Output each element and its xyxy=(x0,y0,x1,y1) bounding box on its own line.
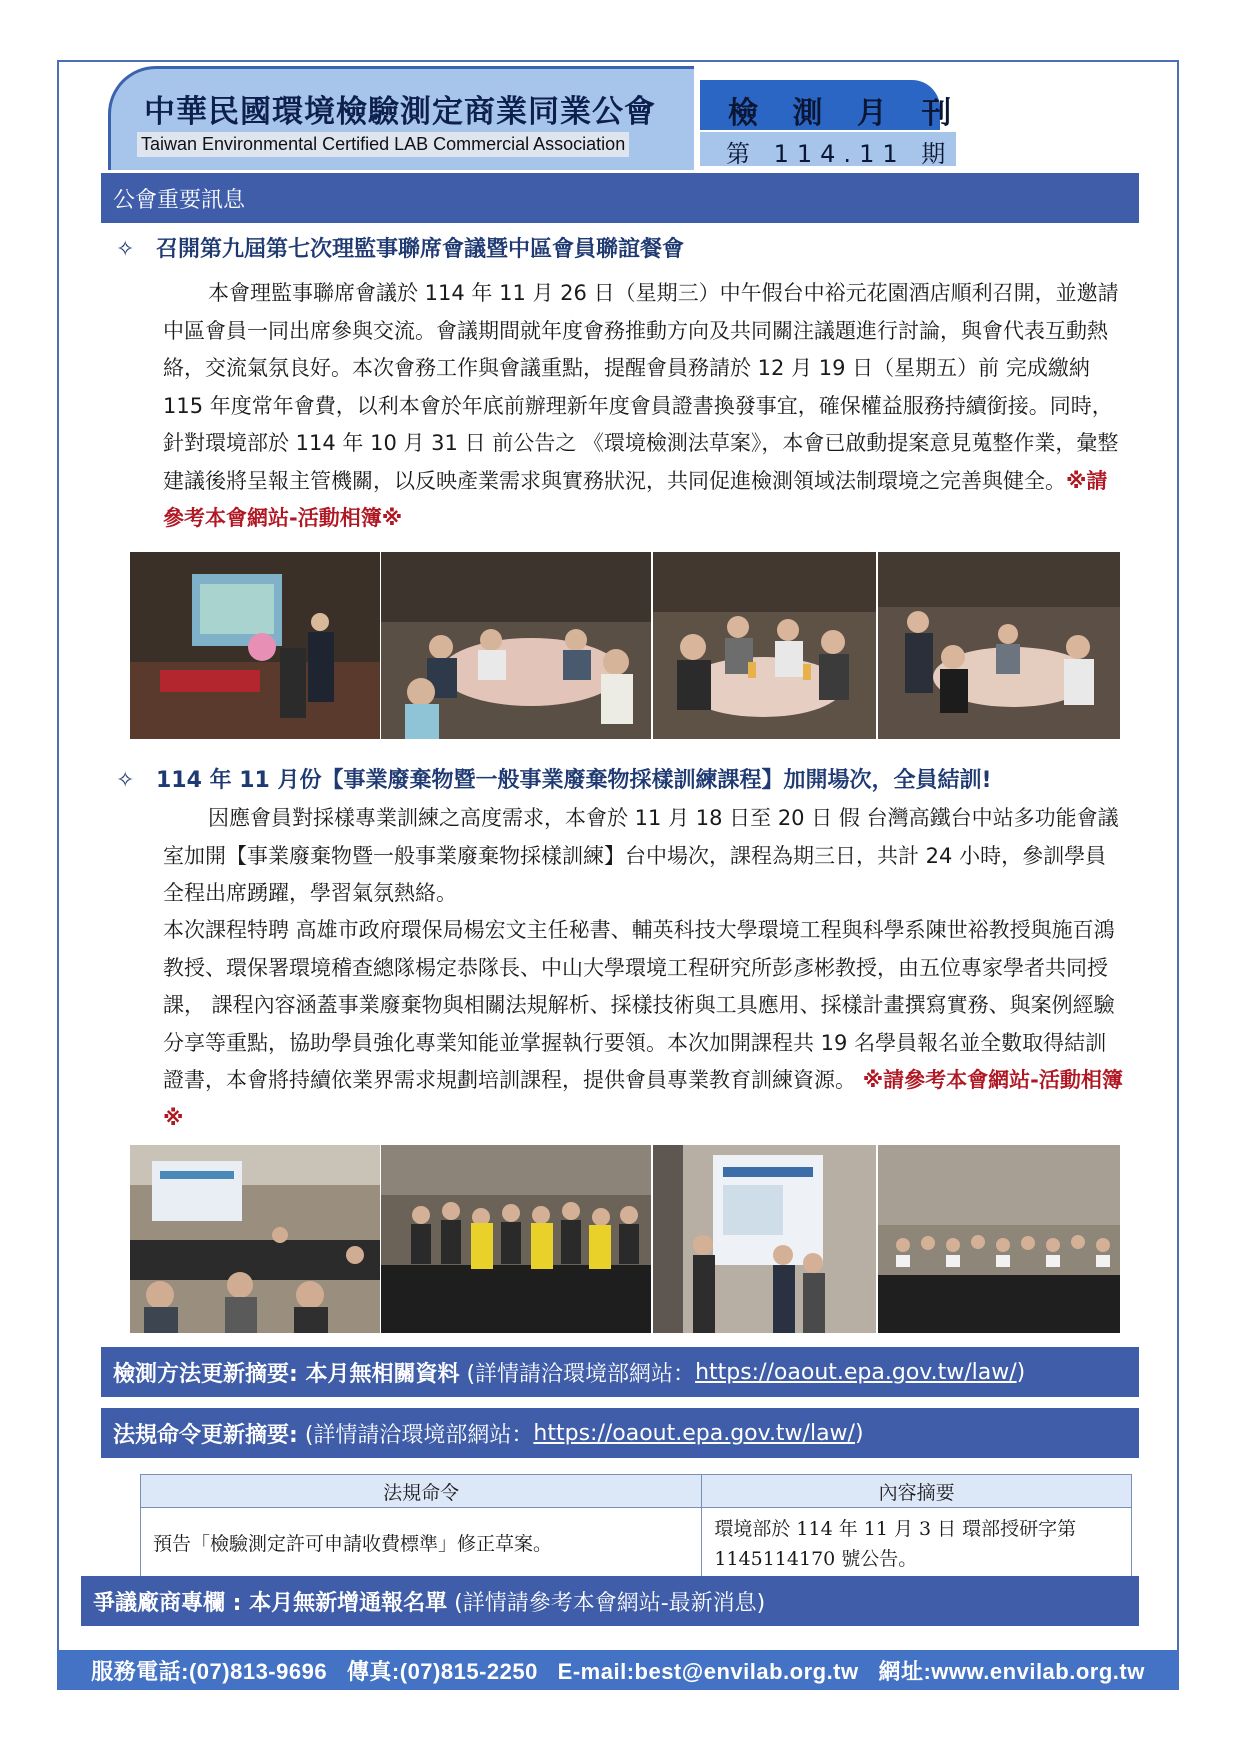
section-announcements-title: 公會重要訊息 xyxy=(113,187,246,213)
methods-epa-link[interactable]: https://oaout.epa.gov.tw/law/ xyxy=(695,1359,1017,1385)
section-methods-bar xyxy=(101,1347,1139,1397)
section-regulations-label: 法規命令更新摘要: xyxy=(113,1422,298,1448)
news-title-2 xyxy=(116,763,992,794)
section-disputes-bar xyxy=(81,1576,1139,1626)
section-methods-close: ) xyxy=(1016,1359,1026,1385)
photo-meeting-speaker xyxy=(130,552,380,739)
photo-banquet-table-1 xyxy=(381,552,651,739)
news-body-1 xyxy=(163,275,1123,538)
photo-training-group xyxy=(381,1145,651,1333)
section-methods-label: 檢測方法更新摘要: 本月無相關資料 xyxy=(113,1361,460,1387)
news-body-2b-text: 本次課程特聘 高雄市政府環保局楊宏文主任秘書、輔英科技大學環境工程與科學系陳世裕教授與施百鴻教授、環保署環境稽查總隊楊定恭隊長、中山大學環境工程研究所彭彥彬教授，由五位專家學者共同授課， 課程內容涵蓋事業廢棄物與相關法規解析、採樣技術與工具應用、採樣計畫撰寫實務、與案例經驗分享等重點，協助學員強化專業知能並掌握執行要領。本次加開課程共 19 名學員報名並全數取得結訓證書，本會將持續依業界需求規劃培訓課程，提供會員專業教育訓練資源。 xyxy=(163,918,1115,1092)
footer-contact-text: 服務電話:(07)813-9696 傳真:(07)815-2250 E-mail:best@envilab.org.tw 網址:www.envilab.org.tw xyxy=(91,1658,1145,1684)
news-reference-link-1[interactable]: ※請參考本會網站-活動相簿※ xyxy=(163,468,1108,530)
table-header-regulation: 法規命令 xyxy=(141,1475,702,1508)
news-body-1-text: 本會理監事聯席會議於 114 年 11 月 26 日（星期三）中午假台中裕元花園酒店順利召開，並邀請中區會員一同出席參與交流。會議期間就年度會務推動方向及共同關注議題進行討論，與會代表互動熱絡，交流氣氛良好。本次會務工作與會議重點，提醒會員務請於 12 月 19 日（星期五）前 完成繳納 115 年度常年會費，以利本會於年底前辦理新年度會員證書換發事宜，確保權益服務持續銜接。同時，針對環境部於 114 年 10 月 31 日 前公告之 《環境檢測法草案》，本會已啟動提案意見蒐整作業，彙整建議後將呈報主管機關，以反映產業需求與實務狀況，共同促進檢測領域法制環境之完善與健全。 xyxy=(163,281,1119,493)
table-row xyxy=(141,1508,1132,1581)
table-header-row xyxy=(141,1475,1132,1508)
section-announcements-bar xyxy=(101,173,1139,223)
news-body-2a xyxy=(163,800,1123,913)
news-title-1 xyxy=(116,232,684,263)
regulations-epa-link[interactable]: https://oaout.epa.gov.tw/law/ xyxy=(533,1420,855,1446)
footer-contact xyxy=(57,1650,1179,1690)
photo-training-classroom xyxy=(130,1145,380,1333)
news-reference-link-2[interactable]: ※請參考本會網站-活動相簿※ xyxy=(163,1068,1123,1130)
photo-banquet-toast xyxy=(653,552,876,739)
section-regulations-note: (詳情請洽環境部網站： xyxy=(304,1422,534,1448)
publication-title: 檢 測 月 刊 xyxy=(728,96,964,131)
news-body-2a-text: 因應會員對採樣專業訓練之高度需求，本會於 11 月 18 日至 20 日 假 台灣高鐵台中站多功能會議室加開【事業廢棄物暨一般事業廢棄物採樣訓練】台中場次，課程為期三日，共計 24 小時，參訓學員全程出席踴躍，學習氣氛熱絡。 xyxy=(163,806,1119,905)
table-cell-summary: 環境部於 114 年 11 月 3 日 環部授研字第 1145114170 號公告。 xyxy=(702,1508,1132,1581)
org-name-en: Taiwan Environmental Certified LAB Commercial Association xyxy=(137,132,629,157)
diamond-bullet-icon: ✧ xyxy=(116,768,135,793)
table-cell-regulation: 預告「檢驗測定許可申請收費標準」修正草案。 xyxy=(141,1508,702,1581)
section-methods-note: (詳情請洽環境部網站： xyxy=(466,1361,696,1387)
section-regulations-close: ) xyxy=(854,1420,864,1446)
news-title-2-text: 114 年 11 月份【事業廢棄物暨一般事業廢棄物採樣訓練課程】加開場次，全員結訓! xyxy=(156,768,992,793)
news-body-2b xyxy=(163,912,1123,1137)
photo-banquet-table-2 xyxy=(878,552,1120,739)
section-disputes-note: (詳情請參考本會網站-最新消息) xyxy=(454,1590,766,1616)
issue-number: 第 114.11 期 xyxy=(726,140,954,168)
section-regulations-bar xyxy=(101,1408,1139,1458)
section-disputes-label: 爭議廠商專欄 : 本月無新增通報名單 xyxy=(93,1590,448,1616)
org-name-zh: 中華民國環境檢驗測定商業同業公會 xyxy=(144,94,656,130)
photo-training-certificates xyxy=(878,1145,1120,1333)
diamond-bullet-icon: ✧ xyxy=(116,237,135,262)
photo-training-lecture xyxy=(653,1145,876,1333)
regulations-table xyxy=(140,1474,1132,1581)
table-header-summary: 內容摘要 xyxy=(702,1475,1132,1508)
news-title-1-text: 召開第九屆第七次理監事聯席會議暨中區會員聯誼餐會 xyxy=(156,237,685,262)
